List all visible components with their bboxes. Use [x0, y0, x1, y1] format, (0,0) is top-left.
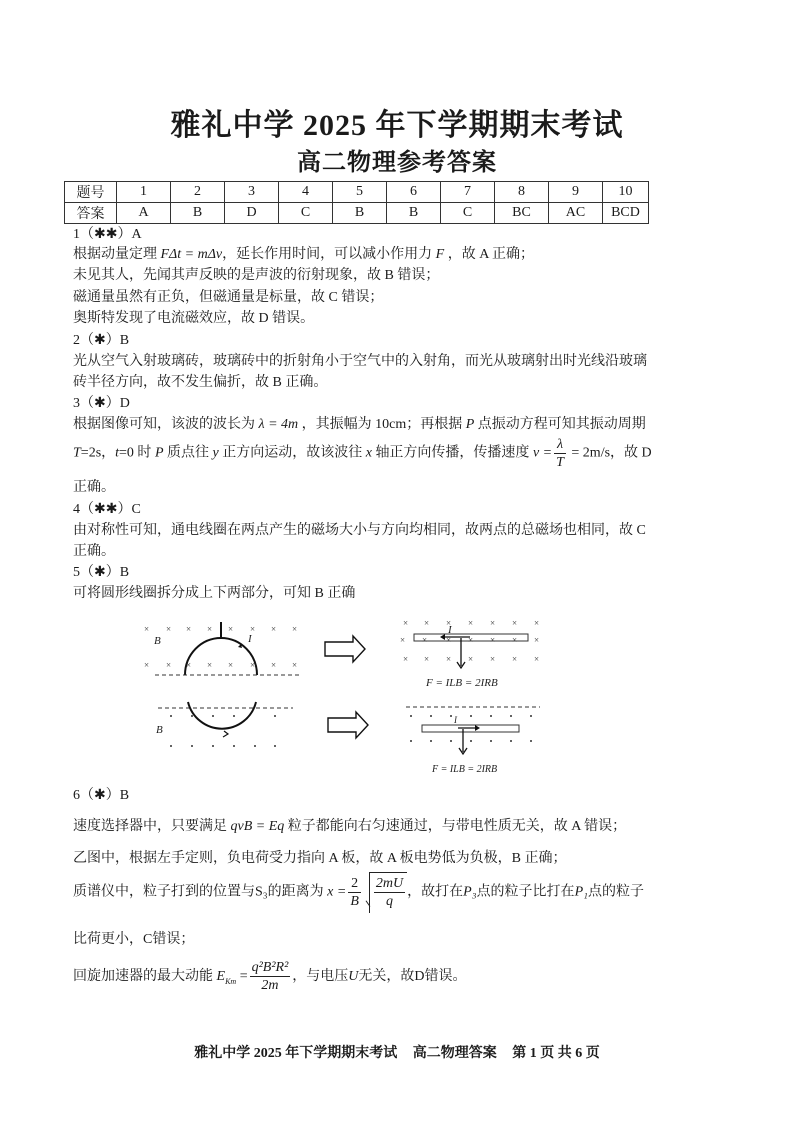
text: 根据动量定理 — [73, 247, 161, 262]
footer-subject: 高二物理答案 — [412, 1046, 497, 1061]
question-number: 3 — [225, 182, 279, 203]
footer-page-number: 第 1 页 共 6 页 — [512, 1046, 600, 1061]
answer-cell: C — [279, 203, 333, 224]
svg-text:×: × — [250, 660, 256, 670]
numerator: q²B²R² — [251, 960, 289, 976]
text: =2s， — [80, 445, 116, 461]
text: 质点往 — [163, 445, 213, 461]
text: 无关，故D错误。 — [358, 969, 467, 984]
q6-line2: 乙图中，根据左手定则，负电荷受力指向 A 板，故 A 板电势低为负极，B 正确； — [73, 851, 567, 866]
q1-line2: 未见其人，先闻其声反映的是声波的衍射现象，故 B 错误； — [73, 268, 440, 283]
answer-row — [65, 203, 649, 224]
q6-line5 — [73, 957, 467, 1002]
text: ，故 D — [610, 445, 652, 461]
svg-text:×: × — [446, 618, 452, 628]
q2-heading: 2（✱）B — [73, 333, 130, 348]
q6-heading: 6（✱）B — [73, 788, 130, 803]
page-subtitle: 高二物理参考答案 — [297, 150, 497, 176]
answer-cell: D — [225, 203, 279, 224]
q1-line4: 奥斯特发现了电流磁效应，故 D 错误。 — [73, 311, 315, 326]
numerator: λ — [554, 436, 566, 454]
question-number-row — [65, 182, 649, 203]
q2-line1: 光从空气入射玻璃砖，玻璃砖中的折射角小于空气中的入射角，而光从玻璃射出时光线沿玻璃 — [73, 354, 647, 369]
svg-text:×: × — [490, 618, 496, 628]
svg-text:×: × — [512, 635, 518, 645]
q6-line3 — [73, 872, 644, 913]
answer-cell: B — [171, 203, 225, 224]
text: ，其振幅为 10cm；再根据 — [298, 417, 466, 432]
variable: T — [73, 445, 81, 461]
question-number: 10 — [603, 182, 649, 203]
svg-text:×: × — [228, 624, 234, 634]
answer-cell: B — [387, 203, 441, 224]
denominator: 2m — [261, 978, 279, 994]
question-number: 5 — [333, 182, 387, 203]
answer-cell: AC — [549, 203, 603, 224]
formula: FΔt = mΔv — [160, 247, 223, 262]
svg-text:×: × — [271, 624, 277, 634]
text: ，故打在 — [407, 884, 464, 900]
denominator: T — [556, 455, 564, 470]
text: 轴正方向传播，传播速度 — [371, 445, 533, 461]
svg-text:×: × — [228, 660, 234, 670]
denominator: B — [350, 894, 359, 909]
svg-text:×: × — [144, 660, 150, 670]
subscript: Km — [225, 976, 237, 986]
formula: λ = 4m — [258, 417, 299, 432]
svg-text:×: × — [468, 654, 474, 664]
variable: t — [115, 445, 120, 461]
right-arrow-icon — [328, 712, 368, 738]
q3-line1 — [73, 415, 646, 435]
svg-text:×: × — [468, 618, 474, 628]
svg-text:×: × — [207, 660, 213, 670]
text: ，与电压 — [292, 969, 349, 984]
svg-text:×: × — [166, 624, 172, 634]
label-I: I — [448, 624, 452, 636]
text: = — [236, 969, 248, 984]
square-root — [369, 872, 407, 913]
q3-heading: 3（✱）D — [73, 396, 130, 411]
fraction — [250, 959, 291, 994]
text: 回旋加速器的最大动能 — [73, 969, 217, 984]
text: 点的粒子 — [587, 884, 644, 900]
label-B: B — [156, 724, 163, 736]
row-label: 答案 — [65, 203, 117, 224]
question-number: 1 — [117, 182, 171, 203]
answer-cell: A — [117, 203, 171, 224]
svg-text:×: × — [424, 618, 430, 628]
svg-text:×: × — [422, 635, 428, 645]
variable: P — [154, 445, 164, 461]
text: 速度选择器中，只要满足 — [73, 819, 231, 834]
text: 根据图像可知，该波的波长为 — [73, 417, 259, 432]
text: 点振动方程可知其振动周期 — [474, 417, 646, 432]
svg-text:×: × — [207, 624, 213, 634]
text: =0 时 — [119, 445, 155, 461]
q2-line2: 砖半径方向，故不发生偏折，故 B 正确。 — [73, 375, 328, 390]
svg-text:×: × — [403, 654, 409, 664]
svg-text:×: × — [403, 618, 409, 628]
variable: F — [435, 247, 445, 262]
variable: P₃ — [463, 884, 477, 900]
answer-cell: C — [441, 203, 495, 224]
svg-text:×: × — [166, 660, 172, 670]
question-number: 7 — [441, 182, 495, 203]
text: 点的粒子比打在 — [476, 884, 575, 900]
label-I: I — [454, 715, 457, 725]
svg-text:×: × — [292, 660, 298, 670]
q1-line1 — [73, 245, 534, 265]
question-number: 2 — [171, 182, 225, 203]
q3-line3: 正确。 — [73, 480, 115, 495]
magnetic-field-out-of-page-icon — [170, 715, 276, 747]
q5-line1: 可将圆形线圈拆分成上下两部分，可知 B 正确 — [73, 586, 356, 601]
svg-text:×: × — [446, 635, 452, 645]
svg-text:×: × — [490, 635, 496, 645]
variable: x = — [327, 884, 347, 900]
text: 正方向运动，故该波往 — [218, 445, 366, 461]
text: ，延长作用时间，可以减小作用力 — [222, 247, 436, 262]
q6-line1 — [73, 817, 626, 837]
right-arrow-icon — [325, 636, 365, 662]
svg-text:×: × — [534, 635, 540, 645]
svg-text:×: × — [490, 654, 496, 664]
page-title: 雅礼中学 2025 年下学期期末考试 — [170, 109, 624, 142]
text: ，故 A 正确； — [444, 247, 535, 262]
fraction — [554, 436, 566, 471]
denominator: q — [386, 894, 394, 910]
fraction — [348, 875, 361, 910]
svg-text:×: × — [292, 624, 298, 634]
question-number: 6 — [387, 182, 441, 203]
answer-cell: BC — [495, 203, 549, 224]
answer-table — [64, 181, 649, 224]
variable: P — [465, 417, 475, 432]
answer-cell: B — [333, 203, 387, 224]
text: = 2m/s — [567, 445, 611, 461]
numerator: 2 — [348, 875, 361, 893]
svg-text:×: × — [468, 635, 474, 645]
label-I: I — [248, 633, 252, 645]
svg-text:×: × — [400, 635, 406, 645]
fraction — [374, 875, 405, 910]
text: 质谱仪中，粒子打到的位置与S₃的距离为 — [73, 884, 328, 900]
q4-line1: 由对称性可知，通电线圈在两点产生的磁场大小与方向均相同，故两点的总磁场也相同，故 C — [73, 523, 646, 538]
svg-text:×: × — [424, 654, 430, 664]
svg-text:×: × — [512, 654, 518, 664]
svg-text:×: × — [271, 660, 277, 670]
variable: U — [348, 969, 359, 984]
variable: v = — [532, 445, 553, 461]
answer-cell: BCD — [603, 203, 649, 224]
text: 粒子都能向右匀速通过，与带电性质无关，故 A 错误； — [284, 819, 627, 834]
formula: qvB = Eq — [230, 819, 285, 834]
svg-text:×: × — [534, 618, 540, 628]
page-footer — [0, 1042, 794, 1062]
svg-text:×: × — [144, 624, 150, 634]
q4-heading: 4（✱✱）C — [73, 502, 141, 517]
variable: E — [216, 969, 226, 984]
variable: x — [365, 445, 372, 461]
footer-exam: 雅礼中学 2025 年下学期期末考试 — [194, 1046, 398, 1061]
question-number: 9 — [549, 182, 603, 203]
q4-line2: 正确。 — [73, 544, 115, 559]
force-formula: F = ILB = 2IRB — [426, 677, 498, 689]
q1-line3: 磁通量虽然有正负，但磁通量是标量，故 C 错误； — [73, 290, 384, 305]
question-number: 4 — [279, 182, 333, 203]
coil-split-diagram — [130, 612, 570, 782]
svg-text:×: × — [512, 618, 518, 628]
q5-heading: 5（✱）B — [73, 565, 130, 580]
q1-heading: 1（✱✱）A — [73, 227, 142, 242]
svg-text:×: × — [534, 654, 540, 664]
q3-line2 — [73, 436, 652, 471]
force-formula: F = ILB = 2IRB — [432, 764, 498, 775]
variable: P₁ — [574, 884, 588, 900]
svg-text:×: × — [446, 654, 452, 664]
q6-line4: 比荷更小，C错误； — [73, 932, 195, 947]
row-label: 题号 — [65, 182, 117, 203]
question-number: 8 — [495, 182, 549, 203]
variable: y — [212, 445, 219, 461]
svg-text:×: × — [186, 624, 192, 634]
svg-text:×: × — [186, 660, 192, 670]
numerator: 2mU — [375, 876, 404, 892]
svg-text:×: × — [250, 624, 256, 634]
label-B: B — [154, 635, 161, 647]
